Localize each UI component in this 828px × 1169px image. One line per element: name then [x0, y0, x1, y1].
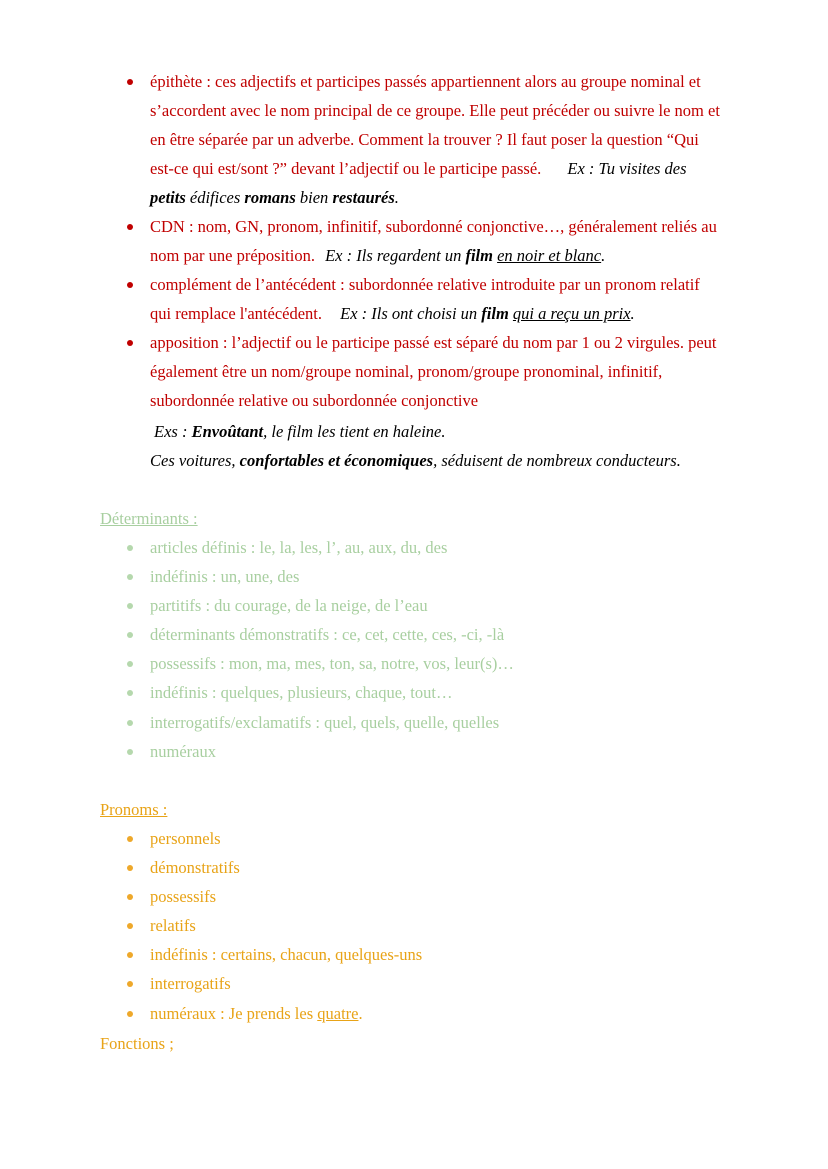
list-item — [0, 708, 828, 737]
item-text: démonstratifs — [150, 858, 240, 878]
bullet-icon — [127, 690, 133, 696]
bullet-icon — [127, 1011, 133, 1017]
example-bold: film — [465, 246, 493, 265]
list-item — [0, 649, 828, 678]
list-item — [0, 737, 828, 766]
item-text: interrogatifs/exclamatifs : quel, quels, quelle, quelles — [150, 712, 500, 732]
item-text: possessifs : mon, ma, mes, ton, sa, notre, vos, leur(s)… — [150, 654, 514, 674]
example-text: . — [394, 188, 399, 207]
item-text: épithète : ces adjectifs et participes passés appartiennent alors au groupe nominal et s’accordent avec le nom principal de ce groupe. Elle peut précéder ou suivre le nom et en être séparée par un adverbe. Comment la trouver ? Il faut poser la question “Qui est-ce qui est/sont ?” devant l’adjectif ou le participe passé. — [150, 72, 720, 178]
example-text: Exs : — [154, 422, 192, 441]
item-text: indéfinis : un, une, des — [150, 567, 300, 587]
example-text: Ex : Tu visites des — [567, 159, 687, 178]
example-bold: restaurés — [332, 188, 395, 207]
item-text: indéfinis : certains, chacun, quelques-uns — [150, 945, 423, 965]
item-text: possessifs — [150, 887, 217, 907]
bullet-icon — [127, 574, 133, 580]
bullet-icon — [127, 981, 133, 987]
list-item — [0, 999, 828, 1028]
bullet-icon — [127, 224, 133, 230]
section-heading-determinants: Déterminants : — [100, 509, 198, 528]
item-text: . — [358, 1003, 363, 1023]
bullet-icon — [127, 865, 133, 871]
item-text: indéfinis : quelques, plusieurs, chaque, tout… — [150, 683, 453, 703]
example-text: , séduisent de nombreux conducteurs. — [433, 451, 681, 470]
bullet-icon — [127, 836, 133, 842]
list-item — [0, 678, 828, 707]
example-bold: Envoûtant — [191, 422, 264, 441]
list-item — [0, 911, 828, 940]
bullet-icon — [127, 894, 133, 900]
item-text: apposition : l’adjectif ou le participe passé est séparé du nom par 1 ou 2 virgules. peut également être un nom/groupe nominal, pronom/groupe pronominal, infinitif, subordonnée relative ou subordonnée conjonctive — [150, 333, 717, 410]
example-underline: en noir et blanc — [497, 246, 602, 265]
item-text: complément de l’antécédent : subordonnée relative introduite par un pronom relatif qui remplace l'antécédent. — [150, 275, 700, 323]
list-item — [0, 882, 828, 911]
functions-list — [0, 67, 828, 415]
example — [340, 304, 635, 323]
list-item-apposition — [0, 328, 828, 415]
item-text: CDN : nom, GN, pronom, infinitif, subordonné conjonctive…, généralement reliés au nom par une préposition. — [150, 217, 717, 265]
bullet-icon — [127, 749, 133, 755]
section-heading-fonctions: Fonctions ; — [100, 1034, 174, 1053]
example-text: . — [630, 304, 635, 323]
bullet-icon — [127, 632, 133, 638]
list-item — [0, 620, 828, 649]
bullet-icon — [127, 545, 133, 551]
item-text: interrogatifs — [150, 974, 231, 994]
example-bold: confortables et économiques — [239, 451, 434, 470]
item-text: relatifs — [150, 916, 196, 936]
list-item — [0, 562, 828, 591]
bullet-icon — [127, 79, 133, 85]
bullet-icon — [127, 340, 133, 346]
example — [325, 246, 605, 265]
apposition-example-2 — [150, 446, 681, 475]
item-text: personnels — [150, 829, 221, 848]
list-item — [0, 853, 828, 882]
bullet-icon — [127, 952, 133, 958]
item-underline: quatre — [317, 1003, 359, 1023]
pronoms-list — [0, 824, 828, 1028]
list-item-complement-antecedent — [0, 270, 828, 328]
example-bold: romans — [244, 188, 296, 207]
bullet-icon — [127, 603, 133, 609]
example-bold: film — [481, 304, 509, 323]
list-item-epithete — [0, 67, 828, 212]
bullet-icon — [127, 661, 133, 667]
list-item — [0, 969, 828, 998]
example-text: bien — [295, 188, 333, 207]
example-text: Ex : Ils ont choisi un — [340, 304, 482, 323]
example-text: Ces voitures, — [150, 451, 240, 470]
item-text: articles définis : le, la, les, l’, au, aux, du, des — [150, 538, 448, 557]
example-text: édifices — [185, 188, 245, 207]
list-item — [0, 824, 828, 853]
bullet-icon — [127, 923, 133, 929]
list-item — [0, 940, 828, 969]
item-text: numéraux — [150, 741, 216, 761]
example-text: . — [601, 246, 606, 265]
bullet-icon — [127, 720, 133, 726]
section-heading-pronoms: Pronoms : — [100, 800, 168, 819]
example-text: , le film les tient en haleine. — [263, 422, 446, 441]
bullet-icon — [127, 282, 133, 288]
list-item — [0, 591, 828, 620]
example-underline: qui a reçu un prix — [512, 304, 631, 323]
example-text: Ex : Ils regardent un — [325, 246, 466, 265]
determinants-list — [0, 533, 828, 766]
list-item — [0, 533, 828, 562]
item-text: partitifs : du courage, de la neige, de l’eau — [150, 596, 428, 616]
apposition-example-1 — [154, 417, 445, 446]
example-bold: petits — [150, 188, 186, 207]
item-text: numéraux : Je prends les — [150, 1003, 318, 1023]
item-text: déterminants démonstratifs : ce, cet, cette, ces, -ci, -là — [150, 625, 505, 645]
list-item-cdn — [0, 212, 828, 270]
